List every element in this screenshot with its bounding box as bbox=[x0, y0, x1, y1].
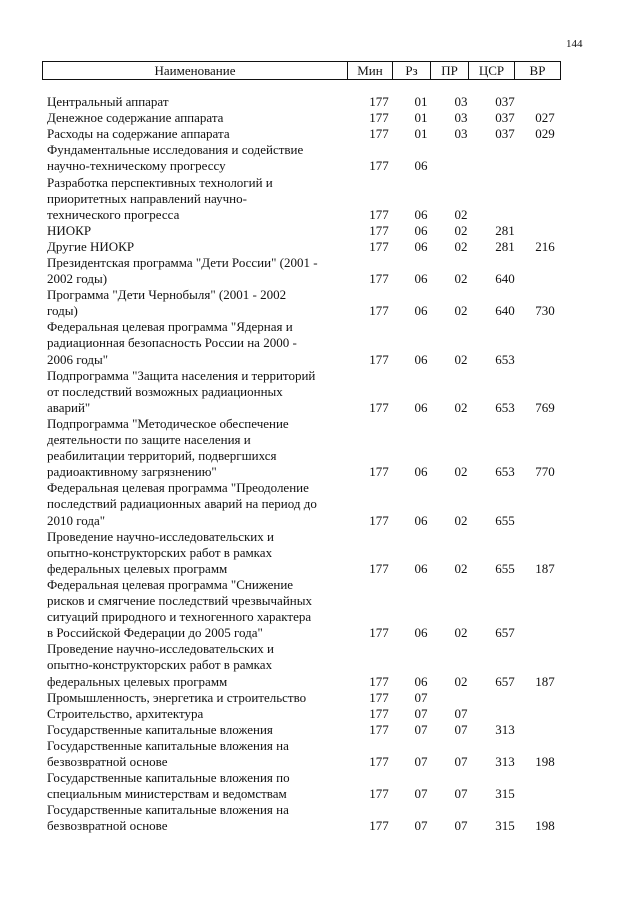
cell-rz: 07 bbox=[414, 705, 428, 721]
row-name-line: Программа "Дети Чернобыля" (2001 - 2002 bbox=[47, 287, 287, 303]
table-row bbox=[47, 480, 562, 528]
cell-min: 177 bbox=[369, 94, 389, 109]
row-name-line: Государственные капитальные вложения bbox=[47, 721, 273, 737]
row-name-line: в Российской Федерации до 2005 года" bbox=[47, 625, 263, 641]
cell-rz: 06 bbox=[414, 271, 428, 287]
cell-csr: 313 bbox=[495, 754, 515, 770]
cell-csr: 281 bbox=[495, 238, 515, 254]
cell-vr: 198 bbox=[535, 818, 555, 834]
row-name bbox=[47, 480, 347, 528]
cell-csr: 655 bbox=[495, 512, 515, 528]
row-name-line: НИОКР bbox=[47, 222, 92, 238]
cell-min: 177 bbox=[369, 222, 389, 238]
cell-pr: 02 bbox=[454, 673, 468, 689]
cell-pr: 03 bbox=[454, 110, 468, 126]
cell-min: 177 bbox=[369, 754, 389, 770]
cell-csr: 653 bbox=[495, 351, 515, 367]
table-header bbox=[42, 61, 561, 80]
cell-min: 177 bbox=[369, 560, 389, 576]
cell-rz: 06 bbox=[414, 303, 428, 319]
cell-min: 177 bbox=[369, 786, 389, 802]
cell-vr: 029 bbox=[535, 126, 555, 142]
table-row bbox=[47, 94, 562, 110]
cell-min: 177 bbox=[369, 238, 389, 254]
cell-min: 177 bbox=[369, 512, 389, 528]
table-row bbox=[47, 142, 562, 174]
cell-csr: 657 bbox=[495, 673, 515, 689]
cell-rz: 06 bbox=[414, 158, 428, 174]
cell-csr: 653 bbox=[495, 399, 515, 415]
row-name-line: опытно-конструкторских работ в рамках bbox=[47, 657, 273, 673]
header-vr: ВР bbox=[514, 62, 560, 79]
row-name bbox=[47, 738, 347, 770]
table-row bbox=[47, 706, 562, 722]
row-name-line: ситуаций природного и техногенного характера bbox=[47, 609, 312, 625]
row-name-line: безвозвратной основе bbox=[47, 754, 168, 770]
row-name-line: специальным министерствам и ведомствам bbox=[47, 786, 287, 802]
cell-csr: 315 bbox=[495, 786, 515, 802]
cell-rz: 01 bbox=[414, 94, 428, 109]
row-name-line: Государственные капитальные вложения на bbox=[47, 802, 289, 818]
cell-csr: 655 bbox=[495, 560, 515, 576]
cell-pr: 02 bbox=[454, 399, 468, 415]
cell-csr: 657 bbox=[495, 625, 515, 641]
cell-pr: 02 bbox=[454, 625, 468, 641]
cell-min: 177 bbox=[369, 206, 389, 222]
cell-pr: 03 bbox=[454, 94, 468, 109]
cell-vr: 198 bbox=[535, 754, 555, 770]
row-name-line: федеральных целевых программ bbox=[47, 560, 228, 576]
cell-rz: 07 bbox=[414, 818, 428, 834]
row-name-line: 2006 годы" bbox=[47, 351, 109, 367]
row-name-line: Проведение научно-исследовательских и bbox=[47, 528, 274, 544]
table-row bbox=[47, 738, 562, 770]
cell-rz: 07 bbox=[414, 786, 428, 802]
table-row bbox=[47, 770, 562, 802]
cell-pr: 02 bbox=[454, 464, 468, 480]
row-name bbox=[47, 690, 347, 706]
table-row bbox=[47, 368, 562, 416]
row-name bbox=[47, 287, 347, 319]
table-row bbox=[47, 416, 562, 480]
table-row bbox=[47, 802, 562, 834]
row-name-line: Центральный аппарат bbox=[47, 94, 169, 109]
cell-rz: 07 bbox=[414, 721, 428, 737]
table-row bbox=[47, 319, 562, 367]
row-name-line: Фундаментальные исследования и содействие bbox=[47, 142, 304, 158]
table-row bbox=[47, 255, 562, 287]
table-row bbox=[47, 641, 562, 689]
row-name bbox=[47, 142, 347, 174]
cell-pr: 07 bbox=[454, 721, 468, 737]
cell-pr: 07 bbox=[454, 818, 468, 834]
cell-vr: 769 bbox=[535, 399, 555, 415]
row-name-line: 2002 годы) bbox=[47, 271, 108, 287]
cell-pr: 07 bbox=[454, 705, 468, 721]
row-name-line: 2010 года" bbox=[47, 512, 106, 528]
row-name bbox=[47, 126, 347, 142]
cell-csr: 037 bbox=[495, 110, 515, 126]
row-name-line: деятельности по защите населения и bbox=[47, 432, 251, 448]
cell-pr: 02 bbox=[454, 512, 468, 528]
cell-csr: 281 bbox=[495, 222, 515, 238]
cell-min: 177 bbox=[369, 110, 389, 126]
header-name: Наименование bbox=[154, 62, 236, 78]
cell-csr: 640 bbox=[495, 271, 515, 287]
cell-min: 177 bbox=[369, 158, 389, 174]
cell-min: 177 bbox=[369, 721, 389, 737]
table-row bbox=[47, 529, 562, 577]
table-row bbox=[47, 722, 562, 738]
row-name-line: безвозвратной основе bbox=[47, 818, 168, 834]
row-name-line: Разработка перспективных технологий и bbox=[47, 174, 273, 190]
row-name-line: приоритетных направлений научно- bbox=[47, 190, 247, 206]
row-name-line: опытно-конструкторских работ в рамках bbox=[47, 544, 273, 560]
cell-csr: 037 bbox=[495, 126, 515, 142]
cell-csr: 653 bbox=[495, 464, 515, 480]
row-name bbox=[47, 94, 347, 110]
cell-rz: 06 bbox=[414, 625, 428, 641]
cell-pr: 02 bbox=[454, 238, 468, 254]
cell-rz: 06 bbox=[414, 206, 428, 222]
cell-pr: 07 bbox=[454, 754, 468, 770]
cell-rz: 01 bbox=[414, 126, 428, 142]
cell-csr: 313 bbox=[495, 721, 515, 737]
row-name-line: Подпрограмма "Методическое обеспечение bbox=[47, 416, 289, 431]
row-name bbox=[47, 802, 347, 834]
cell-vr: 216 bbox=[535, 238, 555, 254]
row-name bbox=[47, 770, 347, 802]
cell-rz: 06 bbox=[414, 464, 428, 480]
row-name-line: Государственные капитальные вложения на bbox=[47, 738, 289, 753]
row-name bbox=[47, 529, 347, 577]
cell-csr: 315 bbox=[495, 818, 515, 834]
row-name bbox=[47, 319, 347, 367]
table-row bbox=[47, 175, 562, 223]
row-name bbox=[47, 706, 347, 722]
cell-pr: 02 bbox=[454, 206, 468, 222]
row-name-line: технического прогресса bbox=[47, 206, 180, 222]
row-name-line: федеральных целевых программ bbox=[47, 673, 228, 689]
cell-pr: 07 bbox=[454, 786, 468, 802]
table-row bbox=[47, 690, 562, 706]
cell-rz: 06 bbox=[414, 560, 428, 576]
cell-pr: 02 bbox=[454, 271, 468, 287]
row-name bbox=[47, 641, 347, 689]
cell-vr: 187 bbox=[535, 560, 555, 576]
row-name-line: Строительство, архитектура bbox=[47, 705, 204, 721]
row-name-line: Президентская программа "Дети России" (2001 - bbox=[47, 255, 318, 270]
cell-pr: 02 bbox=[454, 351, 468, 367]
cell-rz: 01 bbox=[414, 110, 428, 126]
cell-min: 177 bbox=[369, 673, 389, 689]
cell-csr: 640 bbox=[495, 303, 515, 319]
table-row bbox=[47, 126, 562, 142]
row-name-line: радиационная безопасность России на 2000 - bbox=[47, 335, 297, 351]
row-name bbox=[47, 416, 347, 480]
row-name bbox=[47, 255, 347, 287]
cell-min: 177 bbox=[369, 126, 389, 142]
row-name-line: Государственные капитальные вложения по bbox=[47, 770, 290, 786]
cell-vr: 027 bbox=[535, 110, 555, 126]
row-name-line: Промышленность, энергетика и строительство bbox=[47, 689, 307, 705]
table-row bbox=[47, 577, 562, 641]
row-name-line: последствий радиационных аварий на период до bbox=[47, 496, 317, 512]
cell-pr: 02 bbox=[454, 303, 468, 319]
cell-min: 177 bbox=[369, 705, 389, 721]
header-rz: Рз bbox=[392, 62, 430, 79]
cell-rz: 06 bbox=[414, 512, 428, 528]
cell-min: 177 bbox=[369, 351, 389, 367]
row-name-line: годы) bbox=[47, 303, 78, 319]
row-name bbox=[47, 175, 347, 223]
row-name-line: Расходы на содержание аппарата bbox=[47, 126, 230, 142]
row-name-line: реабилитации территорий, подвергшихся bbox=[47, 448, 277, 464]
table-row bbox=[47, 287, 562, 319]
cell-rz: 06 bbox=[414, 673, 428, 689]
header-pr: ПР bbox=[430, 62, 468, 79]
row-name-line: рисков и смягчение последствий чрезвычайных bbox=[47, 593, 312, 609]
row-name-line: Другие НИОКР bbox=[47, 238, 135, 254]
row-name-line: Федеральная целевая программа "Преодоление bbox=[47, 480, 309, 496]
page-number: 144 bbox=[566, 38, 583, 50]
cell-min: 177 bbox=[369, 271, 389, 287]
table-row bbox=[47, 239, 562, 255]
cell-rz: 06 bbox=[414, 399, 428, 415]
cell-min: 177 bbox=[369, 625, 389, 641]
table-row bbox=[47, 110, 562, 126]
row-name-line: Федеральная целевая программа "Снижение bbox=[47, 577, 294, 592]
row-name-line: научно-техническому прогрессу bbox=[47, 158, 226, 174]
cell-min: 177 bbox=[369, 818, 389, 834]
row-name-line: радиоактивному загрязнению" bbox=[47, 464, 217, 480]
row-name-line: аварий" bbox=[47, 399, 91, 415]
cell-rz: 07 bbox=[414, 754, 428, 770]
cell-min: 177 bbox=[369, 689, 389, 705]
cell-pr: 02 bbox=[454, 222, 468, 238]
row-name-line: от последствий возможных радиационных bbox=[47, 383, 283, 399]
cell-min: 177 bbox=[369, 464, 389, 480]
row-name bbox=[47, 577, 347, 641]
table-row bbox=[47, 223, 562, 239]
cell-vr: 730 bbox=[535, 303, 555, 319]
cell-rz: 06 bbox=[414, 222, 428, 238]
cell-rz: 07 bbox=[414, 689, 428, 705]
cell-min: 177 bbox=[369, 303, 389, 319]
cell-vr: 187 bbox=[535, 673, 555, 689]
cell-vr: 770 bbox=[535, 464, 555, 480]
row-name-line: Проведение научно-исследовательских и bbox=[47, 641, 274, 657]
row-name-line: Подпрограмма "Защита населения и территорий bbox=[47, 367, 316, 383]
row-name bbox=[47, 368, 347, 416]
row-name-line: Денежное содержание аппарата bbox=[47, 110, 224, 126]
header-csr: ЦСР bbox=[468, 62, 514, 79]
row-name-line: Федеральная целевая программа "Ядерная и bbox=[47, 319, 293, 335]
header-min: Мин bbox=[347, 62, 392, 79]
row-name bbox=[47, 110, 347, 126]
cell-rz: 06 bbox=[414, 351, 428, 367]
row-name bbox=[47, 722, 347, 738]
cell-rz: 06 bbox=[414, 238, 428, 254]
cell-pr: 03 bbox=[454, 126, 468, 142]
cell-min: 177 bbox=[369, 399, 389, 415]
cell-pr: 02 bbox=[454, 560, 468, 576]
row-name bbox=[47, 239, 347, 255]
row-name bbox=[47, 223, 347, 239]
cell-csr: 037 bbox=[495, 94, 515, 109]
